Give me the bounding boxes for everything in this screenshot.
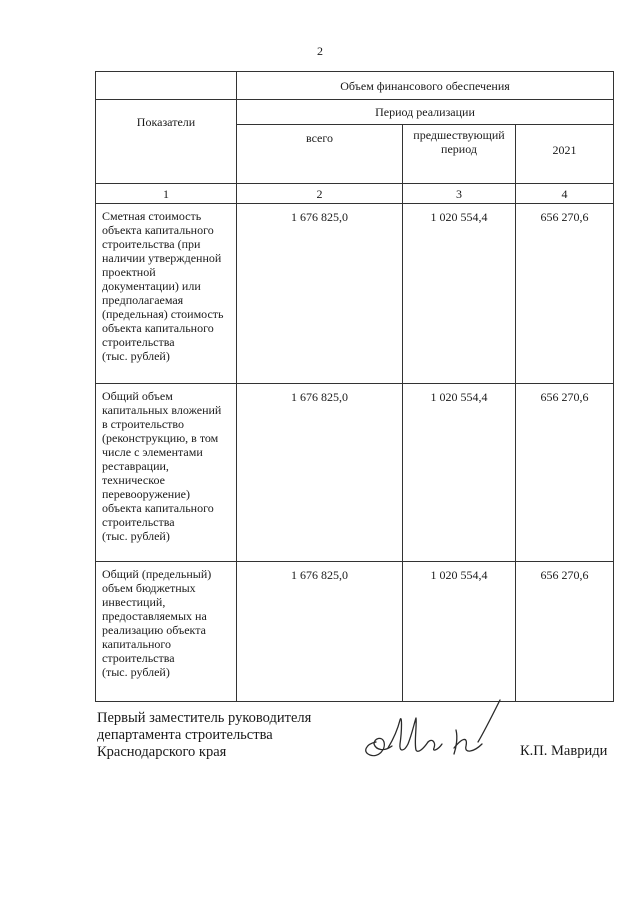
position-line: Первый заместитель руководителя — [97, 710, 312, 726]
table-row — [96, 204, 614, 384]
col-number: 1 — [96, 184, 237, 204]
table-row — [96, 562, 614, 702]
col-previous-header: предшествующий период — [403, 125, 516, 184]
indicators-header-label: Показатели — [136, 114, 196, 129]
indicator-label: Общий (предельный) объем бюджетных инвестиций, предоставляемых на реализацию объекта капитального строительства (тыс. рублей) — [96, 562, 237, 702]
value-total: 1 676 825,0 — [237, 384, 403, 562]
page-number: 2 — [317, 44, 323, 58]
header-empty-cell — [96, 72, 237, 100]
col-year-header: 2021 — [516, 125, 614, 184]
col-number: 2 — [237, 184, 403, 204]
funding-header: Объем финансового обеспечения — [237, 72, 614, 100]
value-year: 656 270,6 — [516, 384, 614, 562]
value-previous: 1 020 554,4 — [403, 204, 516, 384]
value-previous: 1 020 554,4 — [403, 384, 516, 562]
position-line: департамента строительства — [97, 727, 273, 743]
handwritten-signature — [358, 692, 508, 764]
indicators-header — [96, 100, 237, 184]
indicator-label: Сметная стоимость объекта капитального строительства (при наличии утвержденной проектной документации) или предполагаемая (предельная) стоимость объекта капитального строительства (тыс. рублей) — [96, 204, 237, 384]
table-row — [96, 384, 614, 562]
signer-name: К.П. Мавриди — [520, 743, 608, 759]
value-total: 1 676 825,0 — [237, 562, 403, 702]
period-header: Период реализации — [237, 100, 614, 125]
col-number: 4 — [516, 184, 614, 204]
signer-position — [97, 710, 311, 761]
position-line: Краснодарского края — [97, 744, 227, 760]
financing-table — [95, 71, 614, 702]
value-previous: 1 020 554,4 — [403, 562, 516, 702]
col-number: 3 — [403, 184, 516, 204]
col-total-header: всего — [237, 125, 403, 184]
value-total: 1 676 825,0 — [237, 204, 403, 384]
indicator-label: Общий объем капитальных вложений в строительство (реконструкцию, в том числе с элементами реставрации, техническое перевооружение) объекта капитального строительства (тыс. рублей) — [96, 384, 237, 562]
value-year: 656 270,6 — [516, 562, 614, 702]
value-year: 656 270,6 — [516, 204, 614, 384]
